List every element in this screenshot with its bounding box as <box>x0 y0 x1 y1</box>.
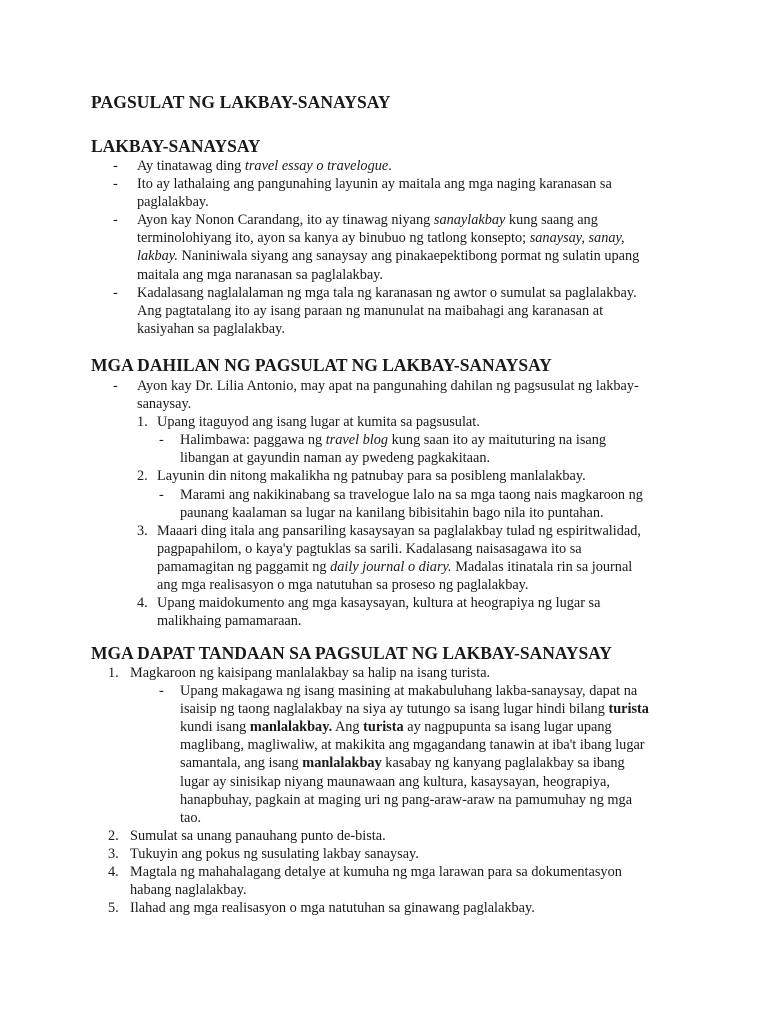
sub-list-item <box>0 431 768 467</box>
list-item-line: Upang maidokumento ang mga kasaysayan, kultura at heograpiya ng lugar sa <box>157 595 601 612</box>
list-item-line: Ito ay lathalaing ang pangunahing layunin ay maitala ang mga naging karanasan sa <box>137 176 612 193</box>
list-item-line: ang mga realisasyon o mga natutuhan sa proseso ng paglalakbay. <box>157 577 529 594</box>
numbered-item <box>0 467 768 485</box>
section-1-list <box>0 157 768 338</box>
list-item-line: lugar ay sinisikap niyang maunawaan ang kultura, kasaysayan, heograpiya, <box>180 773 610 790</box>
list-item <box>0 157 682 175</box>
list-item-line: Layunin din nitong makalikha ng patnubay para sa posibleng manlalakbay. <box>157 468 586 485</box>
list-item-line: Sumulat sa unang panauhang punto de-bista. <box>130 827 386 844</box>
list-item-line: Kadalasang naglalalaman ng mga tala ng karanasan ng awtor o sumulat sa paglalakbay. <box>137 284 637 301</box>
list-item-line: Ilahad ang mga realisasyon o mga natutuhan sa ginawang paglalakbay. <box>130 900 535 917</box>
list-item-line: maglibang, magliwaliw, at makikita ang mgagandang tanawin at iba't ibang lugar <box>180 737 645 754</box>
list-marker: - <box>159 432 164 449</box>
list-item-line: pagpapahilom, o kaya'y pagtuklas sa sarili. Kadalasang naisasagawa ito sa <box>157 540 582 557</box>
list-number: 4. <box>137 595 148 612</box>
list-item-line: samantala, ang isang manlalakbay kasabay ng kanyang paglalakbay sa ibang <box>180 755 625 772</box>
list-item-line: malikhaing pamamaraan. <box>157 613 302 630</box>
list-marker: - <box>113 212 118 229</box>
list-item-line: Marami ang nakikinabang sa travelogue lalo na sa mga taong nais magkaroon ng <box>180 486 643 503</box>
list-item-line: Ayon kay Nonon Carandang, ito ay tinawag niyang sanaylakbay kung saang ang <box>137 212 598 229</box>
list-item-line: Halimbawa: paggawa ng travel blog kung saan ito ay maituturing na isang <box>180 432 607 449</box>
list-marker: - <box>159 486 164 503</box>
list-item-line: kundi isang manlalakbay. Ang turista ay nagpupunta sa isang lugar upang <box>180 719 612 736</box>
numbered-item <box>0 863 768 899</box>
list-marker: - <box>113 284 118 301</box>
list-item-line: Upang makagawa ng isang masining at makabuluhang lakba-sanaysay, dapat na <box>180 683 638 700</box>
list-number: 3. <box>137 522 148 539</box>
list-item-line: pamamagitan ng paggamit ng daily journal o diary. Madalas itinatala rin sa journal <box>157 558 633 575</box>
list-item-line: Magkaroon ng kaisipang manlalakbay sa halip na isang turista. <box>130 665 491 681</box>
list-item-line: habang naglalakbay. <box>130 882 247 899</box>
list-number: 3. <box>108 845 119 862</box>
numbered-item <box>0 899 768 917</box>
list-item-line: lakbay. Naniniwala siyang ang sanaysay ang pinakaepektibong pormat ng sulatin upang <box>137 248 640 265</box>
list-item-line: isaisip ng taong naglalakbay na siya ay tutungo sa isang lugar hindi bilang turista <box>180 701 649 718</box>
section-3-list <box>0 664 768 917</box>
list-number: 2. <box>108 827 119 844</box>
list-item-line: Magtala ng mahahalagang detalye at kumuha ng mga larawan para sa dokumentasyon <box>130 864 622 881</box>
list-number: 2. <box>137 468 148 485</box>
list-number: 1. <box>137 414 148 431</box>
section-2-list <box>0 377 768 630</box>
list-marker: - <box>113 378 118 394</box>
list-item-line: paunang kaalaman sa lugar na kanilang bibisitahin bago nila ito puntahan. <box>180 504 604 521</box>
numbered-item <box>0 522 768 594</box>
list-item-line: Ayon kay Dr. Lilia Antonio, may apat na pangunahing dahilan ng pagsusulat ng lakbay- <box>137 378 639 394</box>
list-item <box>0 175 768 211</box>
sub-list-item <box>0 486 768 522</box>
list-item <box>0 377 768 413</box>
list-item-line: Ang pagtatalang ito ay isang paraan ng manunulat na maibahagi ang karanasan at <box>137 302 604 319</box>
list-item-line: tao. <box>180 809 202 826</box>
list-marker: - <box>159 683 164 700</box>
list-number: 5. <box>108 900 119 917</box>
section-heading-mga-dahilan: MGA DAHILAN NG PAGSULAT NG LAKBAY-SANAYSAY <box>91 355 552 375</box>
list-item-line: Maaari ding itala ang pansariling kasaysayan sa paglalakbay tulad ng espiritwalidad, <box>157 522 641 539</box>
list-item-line: terminolohiyang ito, ayon sa kanya ay binubuo ng tatlong konsepto; sanaysay, sanay, <box>137 230 625 247</box>
numbered-item <box>0 413 768 431</box>
list-marker: - <box>113 176 118 193</box>
list-item-line: kasiyahan sa paglalakbay. <box>137 320 285 337</box>
list-number: 4. <box>108 864 119 881</box>
numbered-item <box>0 845 768 863</box>
list-item-line: hanapbuhay, pagkain at maging uri ng pang-araw-araw na pamumuhay ng mga <box>180 791 633 808</box>
list-item-line: Ay tinatawag ding travel essay o travelogue. <box>137 158 392 174</box>
numbered-item <box>0 594 768 630</box>
list-marker: - <box>113 158 118 174</box>
list-number: 1. <box>108 665 119 681</box>
list-item-line: maitala ang mga naranasan sa paglalakbay. <box>137 266 383 283</box>
numbered-item <box>0 664 768 682</box>
list-item <box>0 284 768 338</box>
list-item-line: libangan at gayundin naman ay pwedeng pagkakitaan. <box>180 450 491 467</box>
list-item-line: Tukuyin ang pokus ng susulating lakbay sanaysay. <box>130 845 419 862</box>
list-item <box>0 211 768 283</box>
sub-list-item <box>0 682 768 827</box>
list-item-line: sanaysay. <box>137 396 192 413</box>
document-title: PAGSULAT NG LAKBAY-SANAYSAY <box>91 92 391 112</box>
numbered-item <box>0 827 768 845</box>
section-heading-mga-dapat-tandaan: MGA DAPAT TANDAAN SA PAGSULAT NG LAKBAY-SANAYSAY <box>91 643 612 663</box>
list-item-line: Upang itaguyod ang isang lugar at kumita sa pagsusulat. <box>157 414 480 431</box>
list-item-line: paglalakbay. <box>137 194 209 211</box>
section-heading-lakbay-sanaysay: LAKBAY-SANAYSAY <box>91 136 261 156</box>
